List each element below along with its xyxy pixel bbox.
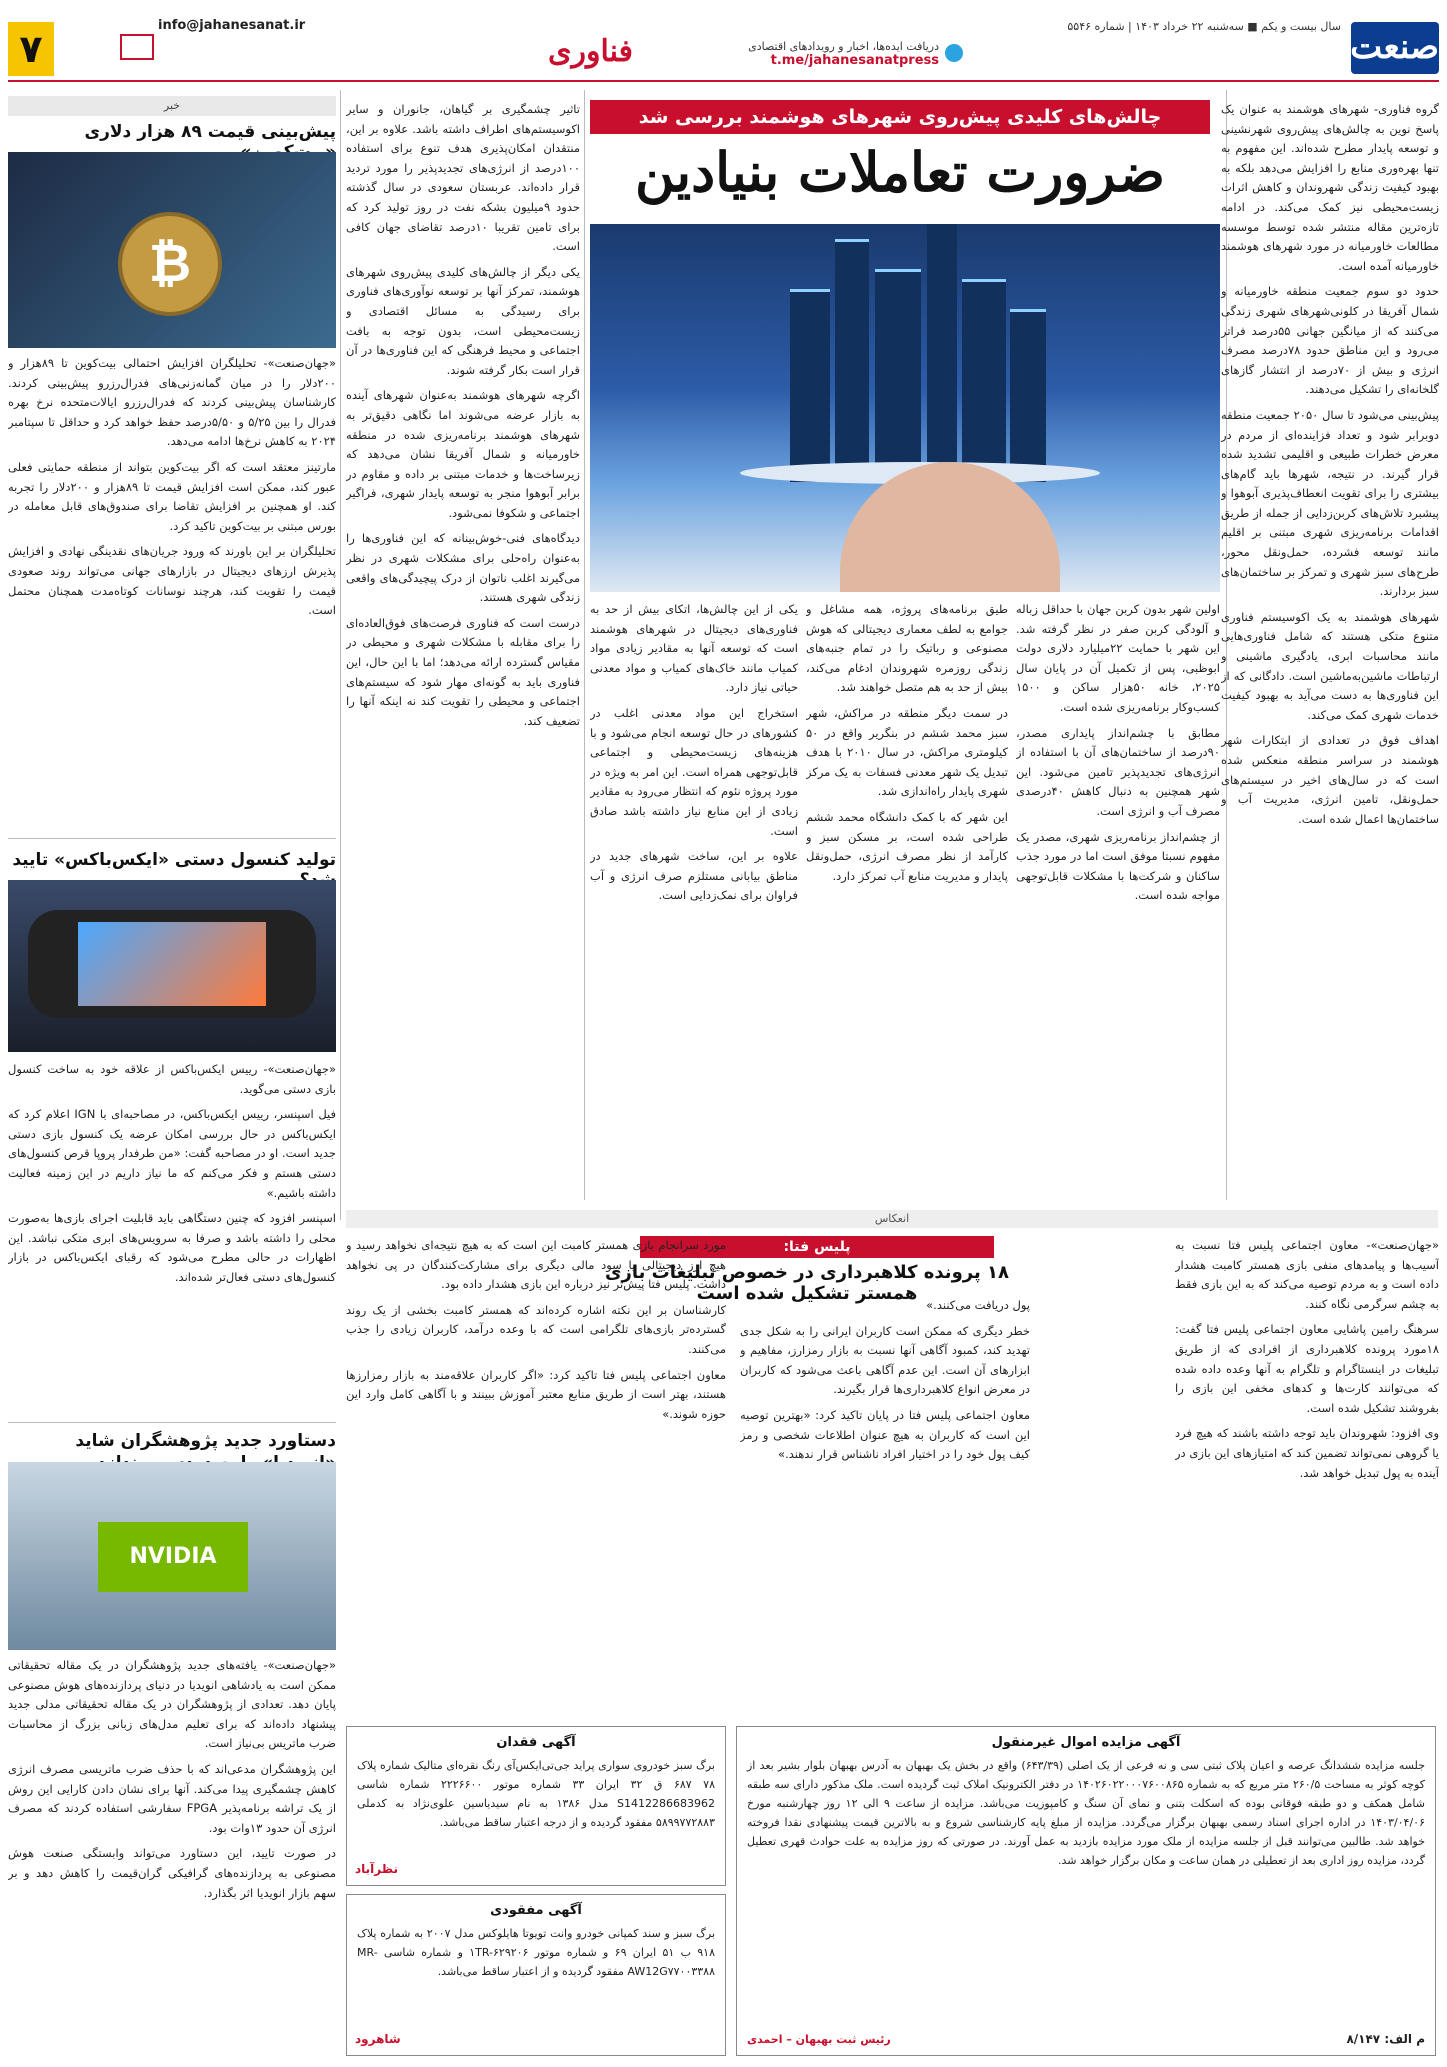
paragraph: اولین شهر بدون کربن جهان با حداقل زباله و آلودگی کربن صفر در نظر گرفته شد. این شهر با حمایت ۲۲میلیارد دلاری دولت ابوظبی، پس از تکمیل آن در پایان سال ۲۰۲۵، خانه ۵۰هزار ساکن و ۱۵۰۰ کسب‌وکار برنامه‌ریزی شده است. — [1016, 602, 1220, 714]
paragraph: پیش‌بینی می‌شود تا سال ۲۰۵۰ جمعیت منطقه دوبرابر شود و تعداد فزاینده‌ای از مردم در معرض خطرات طبیعی و اقلیمی تشدید شده قرار گیرند. در نتیجه، شهرها باید گام‌های بیشتری را برای تقویت انعطاف‌پذیری آبوهوا و پیشبرد تلاش‌های کربن‌زدایی از جمله از طریق اقدامات برنامه‌ریزی شهری مبتنی بر اقلیم مانند توسعه فشرده، حمل‌ونقل محور، طرح‌های سبز شهری و تمرکز بر ساختمان‌های سبز بردارند. — [1221, 407, 1439, 599]
telegram-promo[interactable] — [748, 40, 939, 68]
article-column — [590, 600, 798, 1200]
paragraph: فیل اسپنسر، رییس ایکس‌باکس، در مصاحبه‌ای با IGN اعلام کرد که ایکس‌باکس در حال بررسی امکان عرضه یک کنسول بازی دستی جدید است. او در مصاحبه گفت: «من طرفدار پروپا قرص کنسول‌های دستی هستم و فکر می‌کنم که ما نیاز داریم در این زمینه فعالیت داشته باشیم.» — [8, 1107, 336, 1200]
nvidia-article — [8, 1656, 336, 2056]
paragraph: «جهان‌صنعت»- معاون اجتماعی پلیس فتا نسبت به آسیب‌ها و پیامدهای منفی بازی همستر کامبت هشدار داده است و به مردم توصیه می‌کند که به این بازی فقط به چشم سرگرمی نگاه کنند. — [1175, 1238, 1439, 1311]
paragraph: درست است که فناوری فرصت‌های فوق‌العاده‌ای را برای مقابله با مشکلات شهری و محیطی در مقیاس گسترده ارائه می‌دهد؛ اما با این حال، این فناوری باید به گونه‌ای مهار شود که سیستم‌های اجتماعی و محیطی را تقویت کند نه اینکه آنها را تضعیف کند. — [346, 615, 580, 728]
paragraph: این پژوهشگران مدعی‌اند که با حذف ضرب ماتریسی مصرف انرژی کاهش چشمگیری پیدا می‌کند. آنها برای نشان دادن کارایی این روش از یک تراشه برنامه‌پذیر FPGA سفارشی استفاده کردند که مصرف انرژی آن حدود ۱۳وات بود. — [8, 1761, 336, 1835]
main-kicker: چالش‌های کلیدی پیش‌روی شهرهای هوشمند بررسی شد — [590, 100, 1210, 134]
paragraph: مورد سرانجام بازی همستر کامبت این است که به هیچ نتیجه‌ای نخواهد رسید و هیچ ارز دیجیتالی یا سود مالی دیگری برای مشارکت‌کنندگان در پی نخواهد داشت. پلیس فتا پیش‌تر نیز درباره این بازی هشدار داده بود. — [346, 1238, 726, 1292]
paragraph: پول دریافت می‌کنند.» — [926, 1298, 1030, 1312]
paragraph: استخراج این مواد معدنی اغلب در کشورهای در حال توسعه انجام می‌شود و با هزینه‌های زیست‌محیطی و اجتماعی قابل‌توجهی همراه است. این امر به ویژه در مورد پروژه نئوم که انتظار می‌رود به مقادیر زیادی از این منابع نیاز داشته باشد صادق است. — [590, 705, 798, 838]
nvidia-headline: دستاورد جدید پژوهشگران شاید — [75, 1431, 336, 1451]
article-divider — [8, 838, 336, 839]
btc-article — [8, 354, 336, 824]
email-address[interactable]: info@jahanesanat.ir — [158, 18, 306, 33]
handheld-console-icon — [78, 922, 266, 1006]
paragraph: حدود دو سوم جمعیت منطقه خاورمیانه و شمال آفریقا در کلونی‌شهرهای شهری زندگی می‌کنند که از میانگین جهانی ۵۵درصد فراتر می‌رود و این مناطق حدود ۷۸درصد مصرف انرژی و بیش از ۷۰درصد از انتشار گازهای گلخانه‌ای را تشکیل می‌دهند. — [1221, 284, 1439, 397]
telegram-icon — [945, 44, 963, 62]
section-label: انعکاس — [346, 1210, 1438, 1228]
column-divider — [340, 90, 341, 1220]
paragraph: اهداف فوق در تعدادی از ابتکارات شهر هوشمند در سراسر منطقه منعکس شده است که در سال‌های اخیر در سیستم‌های حمل‌ونقل، تامین انرژی، مدیریت آب و ساختمان‌ها اعمال شده است. — [1221, 733, 1439, 826]
paragraph: مارتینز معتقد است که اگر بیت‌کوین بتواند از منطقه حمایتی فعلی عبور کند، ممکن است افزایش قیمت تا ۸۹هزار و ۲۰۰دلار را تجربه کند. او همچنین بر افزایش تقاضا برای صندوق‌های قابل معامله در بورس مبتنی بر بیت‌کوین تاکید کرد. — [8, 459, 336, 533]
paragraph: کارشناسان بر این نکته اشاره کرده‌اند که همستر کامبت بخشی از یک روند گسترده‌تر بازی‌های تلگرامی است که با وعده درآمد، کاربران زیادی را جذب می‌کنند. — [346, 1302, 726, 1356]
nvidia-logo: NVIDIA — [98, 1522, 248, 1592]
paragraph: یکی دیگر از چالش‌های کلیدی پیش‌روی شهرهای هوشمند، تمرکز آنها بر توسعه نوآوری‌های فناوری برای رسیدگی به مسائل اقتصادی و زیست‌محیطی است، بدون توجه به بافت اجتماعی و محیط فرهنگی که این فناوری‌ها در آن قرار است بکار گرفته شوند. — [346, 264, 580, 377]
paragraph: «جهان‌صنعت»- رییس ایکس‌باکس از علاقه خود به ساخت کنسول بازی دستی می‌گوید. — [8, 1062, 336, 1096]
paragraph: در سمت دیگر منطقه در مراکش، شهر سبز محمد ششم در بنگریر واقع در ۵۰ کیلومتری مراکش، در سال ۲۰۱۰ با هدف تبدیل یک شهر معدنی فسفات به یک مرکز شهری پایدار راه‌اندازی شد. — [806, 705, 1008, 799]
envelope-icon — [120, 34, 154, 60]
paragraph: تاثیر چشمگیری بر گیاهان، جانوران و سایر اکوسیستم‌های اطراف داشته باشد. علاوه بر این، منتقدان امکان‌پذیری هدف تنوع برای استفاده ۱۰۰درصد از انرژی‌های تجدیدپذیر را مورد تردید قرار داده‌اند. عربستان سعودی در سال گذشته حدود ۹میلیون بشکه نفت در روز تولید کرد که برای تامین تقریبا ۱۰درصد تقاضای جهان کافی است. — [346, 102, 580, 254]
paragraph: معاون اجتماعی پلیس فتا تاکید کرد: «اگر کاربران علاقه‌مند به بازار رمزارزها هستند، بهتر است از طریق منابع معتبر آموزش ببینند و با آگاهی کامل وارد این حوزه شوند.» — [346, 1367, 726, 1421]
police-column — [1175, 1236, 1439, 1686]
ad-city: نظرآباد — [355, 1862, 398, 1876]
lost-ad — [346, 1894, 726, 2056]
ad-signature: رئیس ثبت بهبهان – احمدی — [747, 2033, 891, 2046]
paragraph: «جهان‌صنعت»- یافته‌های جدید پژوهشگران در یک مقاله تحقیقاتی ممکن است به یادشاهی انویدیا در دنیای پردازنده‌های هوش مصنوعی پایان دهد. تعدادی از پژوهشگران در یک مقاله تحقیقاتی مدلی جدید پیشنهاد داده‌اند که برای تعلیم مدل‌های زبانی بزرگ از محاسبات ضرب ماتریس بی‌نیاز است. — [8, 1658, 336, 1751]
btc-headline: پیش‌بینی قیمت ۸۹ هزار دلاری — [84, 122, 336, 142]
console-article — [8, 1060, 336, 1420]
paragraph: خطر دیگری که ممکن است کاربران ایرانی را به شکل جدی تهدید کند، کمبود آگاهی آنها نسبت به بازار رمزارز، مفاهیم و ابزارهای آن است. این عدم آگاهی باعث می‌شود که کاربران در معرض انواع کلاهبرداری‌ها قرار بگیرند. — [740, 1323, 1030, 1397]
paragraph: از چشم‌انداز برنامه‌ریزی شهری، مصدر یک مفهوم نسبتا موفق است اما در مورد جذب ساکنان و شرکت‌ها با مشکلات قابل‌توجهی مواجه شده است. — [1016, 829, 1220, 903]
smart-city-photo — [590, 224, 1220, 592]
paragraph: سرهنگ رامین پاشایی معاون اجتماعی پلیس فتا گفت: ۱۸مورد پرونده کلاهبرداری از افرادی که از طریق تبلیغات در اینستاگرام و تلگرام به آنها وعده داده شده که می‌توانند کارت‌ها و کدهای مخفی این بازی را بفروشند تشکیل شده است. — [1175, 1322, 1439, 1415]
ad-body: برگ سبز خودروی سواری پراید جی‌تی‌ایکس‌آی رنگ نقره‌ای متالیک شماره پلاک ۷۸ ۶۸۷ ق ۳۲ ایران ۳۳ شماره موتور ۲۲۲۶۶۰۰ شماره شاسی S1412286683962 مدل ۱۳۸۶ به نام سیدیاسین علوی‌نژاد به کدملی ۵۸۹۹۷۷۲۸۸۳ مفقود گردیده و از درجه اعتبار ساقط می‌باشد. — [357, 1759, 715, 1829]
article-divider — [8, 1422, 336, 1423]
paragraph: علاوه بر این، ساخت شهرهای جدید در مناطق بیابانی مستلزم صرف انرژی و آب فراوان برای نمک‌زدایی است. — [590, 849, 798, 903]
page-number: ۷ — [8, 22, 54, 76]
paragraph: این شهر که با کمک دانشگاه محمد ششم طراحی شده است، بر مسکن سبز و کارآمد از نظر مصرف انرژی، حمل‌ونقل پایدار و مدیریت منابع آب تمرکز دارد. — [806, 809, 1008, 883]
police-kicker: پلیس فتا: — [640, 1236, 994, 1258]
main-headline: ضرورت تعاملات بنیادین — [634, 140, 1165, 204]
paragraph: اگرچه شهرهای هوشمند به‌عنوان شهرهای آینده به بازار عرضه می‌شوند اما نگاهی دقیق‌تر به شهرهای هوشمند برنامه‌ریزی شده در منطقه خاورمیانه و شمال آفریقا نشان می‌دهد که زیرساخت‌ها و خدمات مبتنی بر داده و مقاوم در برابر آبوهوا منجر به توسعه پایدار شهری، فراگیر اجتماعی و شکوفا نمی‌شود. — [346, 388, 580, 520]
ad-code: م الف: ۸/۱۴۷ — [1346, 2032, 1425, 2046]
ad-body: جلسه مزایده ششدانگ عرصه و اعیان پلاک ثبتی سی و نه فرعی از یک اصلی (۶۴۳/۳۹) واقع در بخش یک بهبهان به آدرس بهبهان بلوار بشیر بعد از کوچه کوثر به مساحت ۲۶۰/۵ متر مربع که به شماره ۱۴۰۲۶۰۲۲۰۰۰۷۶۰۰۸۶۵ در دفتر الکترونیک املاک ثبت گردیده است. ملک مذکور دارای سه طبقه شامل همکف و دو طبقه فوقانی بوده که اسکلت بتنی و نمای آن سنگ و کامپوزیت می‌باشد. مزایده از ساعت ۹ الی ۱۲ روز چهارشنبه مورخ ۱۴۰۳/۰۴/۰۶ در اداره اجرای اسناد رسمی بهبهان برگزار می‌گردد. مزایده از مبلغ پایه کارشناسی شروع و به بالاترین قیمت پیشنهادی نقدا فروخته خواهد شد. طالبین می‌توانند قبل از جلسه مزایده از ملک مورد مزایده بازدید به عمل آورند. در صورتی که روز مزایده به علت حوادث قهری تعطیل گردد، مزایده روز اداری بعد از تعطیلی در همان ساعت و مکان برگزار خواهد شد. — [747, 1759, 1425, 1867]
ad-title: آگهی فقدان — [496, 1735, 576, 1750]
police-headline: ۱۸ پرونده کلاهبرداری در خصوص تبلیغات بازی همستر تشکیل شده است — [605, 1262, 1009, 1304]
masthead — [8, 18, 1439, 82]
article-column — [806, 600, 1008, 1200]
telegram-link[interactable]: t.me/jahanesanatpress — [770, 53, 939, 68]
article-column — [1016, 600, 1220, 1200]
paragraph: شهرهای هوشمند به یک اکوسیستم فناوری متنوع متکی هستند که شامل فناوری‌هایی مانند محاسبات ابری، یادگیری ماشینی و ارتباطات ماشین‌به‌ماشین است. دادگانی که از این فناوری‌ها به دست می‌آید به بهبود کیفیت خدمات شهری کمک می‌کند. — [1221, 609, 1439, 722]
paragraph: دیدگاه‌های فنی-خوش‌بینانه که این فناوری‌ها را به‌عنوان راه‌حلی برای مشکلات شهری در نظر می‌گیرند اغلب ناتوان از درک پیچیدگی‌های واقعی زندگی شهری هستند. — [346, 531, 580, 605]
paragraph: مطابق با چشم‌انداز پایداری مصدر، ۹۰درصد از ساختمان‌های آن با استفاده از انرژی‌های تجدیدپذیر تامین می‌شود. این شهر همچنین به دنبال کاهش ۴۰درصدی مصرف آب و انرژی است. — [1016, 725, 1220, 818]
section-title: فناوری — [548, 34, 633, 69]
police-column — [740, 1296, 1030, 1716]
bitcoin-photo — [8, 152, 336, 348]
paragraph: اسپنسر افزود که چنین دستگاهی باید قابلیت اجرای بازی‌ها به‌صورت محلی را داشته باشد و صرفا به سرویس‌های ابری متکی نباشد. این اظهارات در حالی مطرح می‌شود که رقبای ایکس‌باکس در بازار کنسول‌های دستی فعال‌تر شده‌اند. — [8, 1211, 336, 1284]
article-column — [346, 100, 580, 1195]
issue-line: سال بیست و یکم ■ سه‌شنبه ۲۲ خرداد ۱۴۰۳ | شماره ۵۵۴۶ — [1067, 20, 1341, 33]
auction-ad — [736, 1726, 1436, 2056]
bitcoin-icon: ₿ — [118, 212, 222, 316]
paragraph: «جهان‌صنعت»- تحلیلگران افزایش احتمالی بیت‌کوین تا ۸۹هزار و ۲۰۰دلار را در میان گمانه‌زنی‌های فدرال‌رزرو پیش‌بینی کردند. کارشناسان پیش‌بینی کردند که فدرال‌رزرو ایالات‌متحده نرخ بهره فدرال را بین ۵/۲۵ و ۵/۵۰درصد حفظ خواهد کرد و حداقل تا سپتامبر ۲۰۲۴ به کاهش نرخ‌ها ادامه می‌دهد. — [8, 356, 336, 449]
paragraph: تحلیلگران بر این باورند که ورود جریان‌های نقدینگی نهادی و افزایش پذیرش ارزهای دیجیتال در بازارهای جهانی می‌تواند روند صعودی قیمت را تقویت کند، هرچند نوسانات کوتاه‌مدت همچنان محتمل است. — [8, 544, 336, 618]
section-label: خبر — [8, 96, 336, 116]
paragraph: یکی از این چالش‌ها، اتکای بیش از حد به فناوری‌های دیجیتال در شهرهای هوشمند است که توسعه آنها به مقادیر زیادی مواد کمیاب مانند خاک‌های کمیاب و مواد معدنی حیاتی نیاز دارد. — [590, 602, 798, 695]
nvidia-photo — [8, 1462, 336, 1650]
paragraph: معاون اجتماعی پلیس فتا در پایان تاکید کرد: «بهترین توصیه این است که کاربران به هیچ عنوان اطلاعات شخصی و رمز کیف پول خود را در اختیار افراد ناشناس قرار ندهند.» — [740, 1407, 1030, 1462]
lost-ad — [346, 1726, 726, 1886]
paragraph: طیق برنامه‌های پروژه، همه مشاغل و جوامع به لطف معماری دیجیتالی که هوش مصنوعی و رباتیک را در تمام جنبه‌های زندگی روزمره شهروندان ادغام می‌کند، بیش از حد به هم متصل خواهند شد. — [806, 602, 1008, 695]
ad-title: آگهی مزایده اموال غیرمنقول — [991, 1735, 1181, 1750]
paragraph: در صورت تایید، این دستاورد می‌تواند وابستگی صنعت هوش مصنوعی به پردازنده‌های گرافیکی گران‌قیمت را کاهش دهد و بر سهم بازار انویدیا اثر بگذارد. — [8, 1846, 336, 1900]
paragraph: وی افزود: شهروندان باید توجه داشته باشند که هیچ فرد یا گروهی نمی‌تواند تضمین کند که امتیازهای این بازی در آینده به پول تبدیل خواهد شد. — [1175, 1426, 1439, 1480]
paragraph: گروه فناوری- شهرهای هوشمند به عنوان یک پاسخ نوین به چالش‌های پیش‌روی شهرنشینی و توسعه پایدار مطرح شده‌اند. این مفهوم به تنها بهره‌وری منابع را افزایش می‌دهد بلکه به بهبود کیفیت زندگی شهروندان و کاهش اثرات زیست‌محیطی نیز کمک می‌کند. در ادامه تازه‌ترین مقاله منتشر شده توسط موسسه مطالعات خاورمیانه در مورد شهرهای هوشمند خاورمیانه آمده است. — [1221, 102, 1439, 273]
column-divider — [584, 90, 585, 1200]
ad-body: برگ سبز و سند کمپانی خودرو وانت تویوتا هایلوکس مدل ۲۰۰۷ به شماره پلاک ۹۱۸ ب ۵۱ ایران ۶۹ و شماره موتور ۱TR-۶۲۹۲۰۶ و شماره شاسی MR-AW12G۷۷۰۰۳۳۸۸ مفقود گردیده و از اعتبار ساقط می‌باشد. — [357, 1927, 716, 1978]
ad-city: شاهرود — [355, 2032, 401, 2046]
article-column — [1221, 100, 1439, 1190]
newspaper-logo: صنعت — [1351, 22, 1439, 74]
console-headline: تولید کنسول دستی «ایکس‌باکس» تایید — [12, 850, 336, 870]
console-photo — [8, 880, 336, 1052]
ad-title: آگهی مفقودی — [490, 1903, 582, 1918]
telegram-text: دریافت ایده‌ها، اخبار و رویدادهای اقتصادی — [748, 40, 939, 53]
police-column — [346, 1236, 726, 1716]
